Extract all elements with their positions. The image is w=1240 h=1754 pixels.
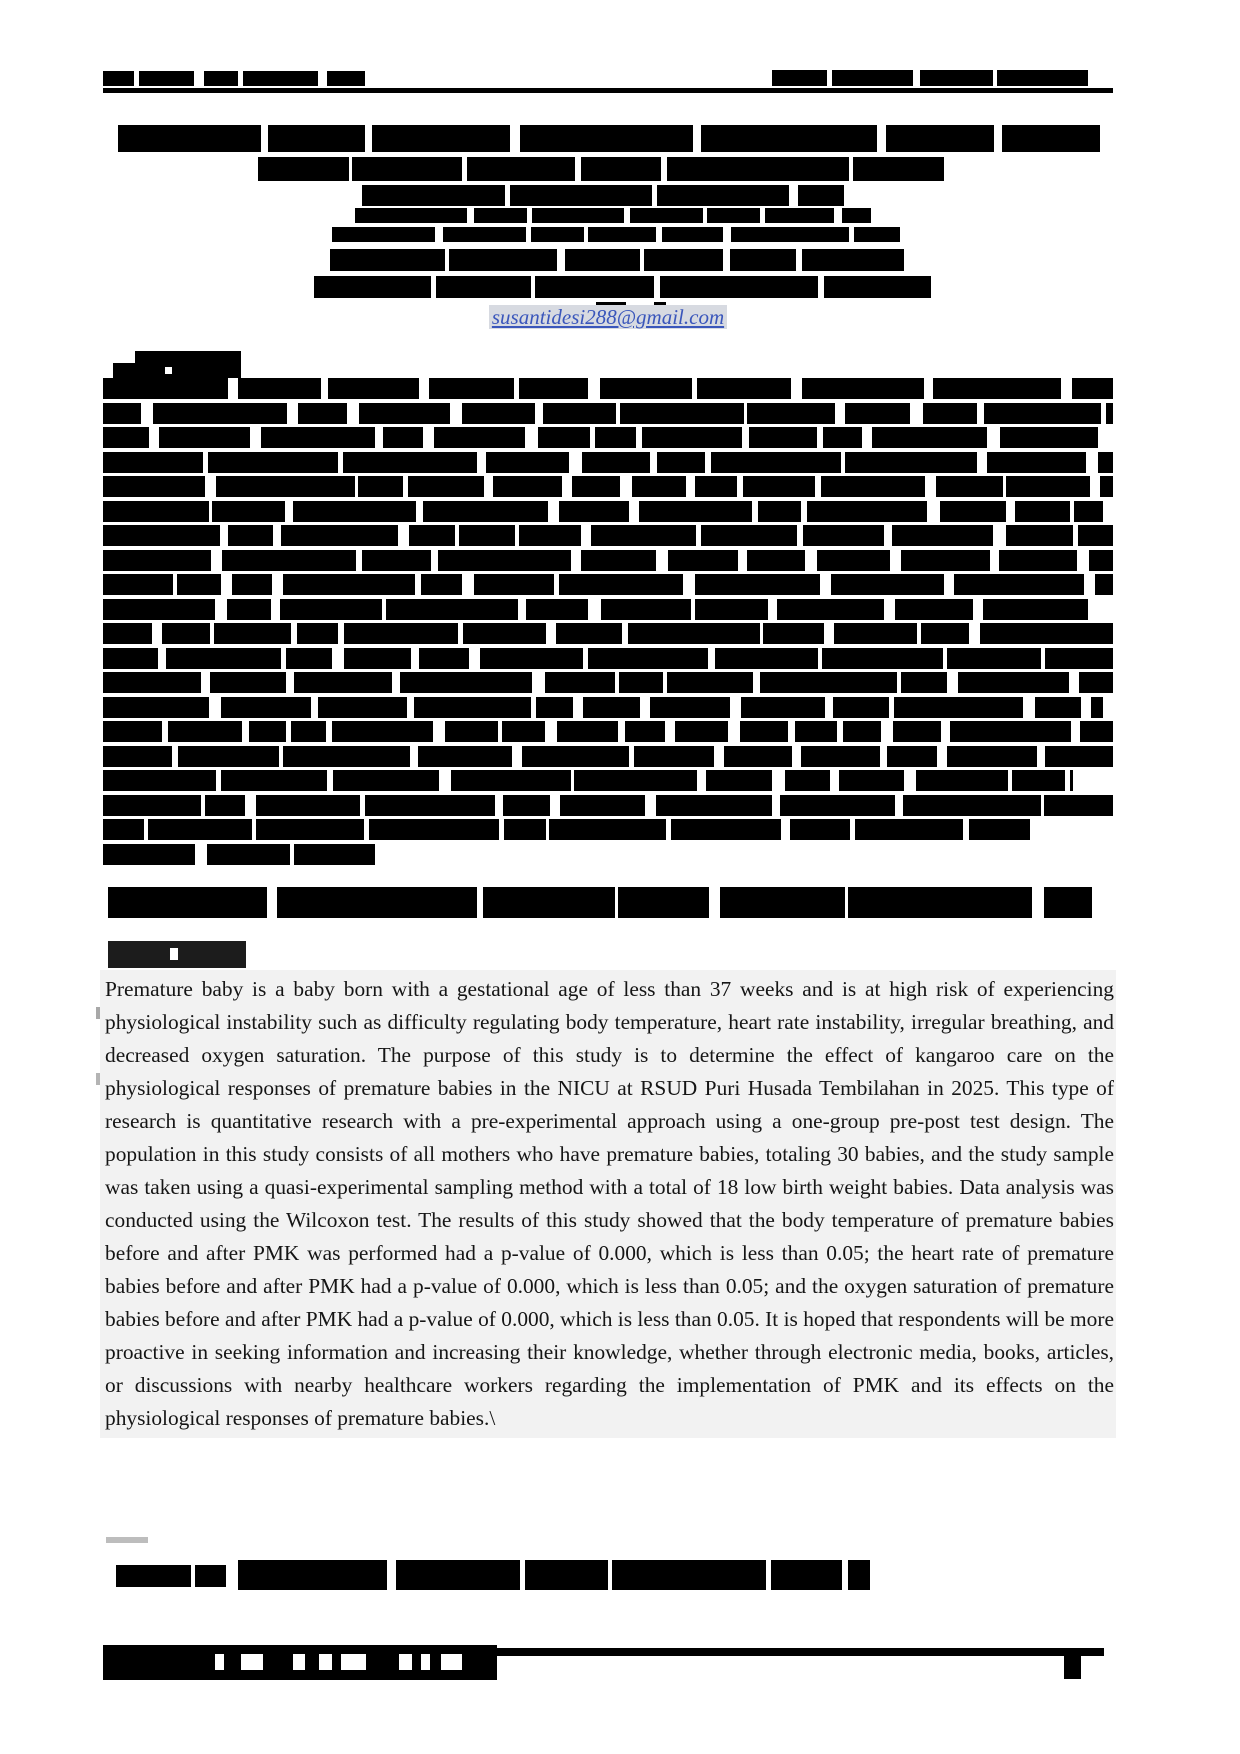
abstrak-paragraph-line-redacted [103,721,1113,742]
kata-kunci-line-redacted [108,887,1092,918]
abstrak-paragraph-line-redacted [103,378,1113,399]
abstrak-paragraph-line-redacted [103,697,1103,718]
page-number-redacted [1064,1648,1081,1679]
abstrak-paragraph-line-redacted [103,403,1113,424]
affiliation-line-1-redacted [330,249,904,271]
abstrak-paragraph-line-redacted [103,819,1043,840]
header-left-redacted [103,71,365,86]
abstrak-paragraph-line-redacted [103,427,1098,448]
abstrak-paragraph-line-redacted [103,452,1113,473]
abstrak-paragraph-line-redacted [103,844,375,865]
abstrak-paragraph-line-redacted [103,574,1113,595]
author-line-1-redacted [355,208,871,223]
abstrak-paragraph-line-redacted [103,795,1113,816]
abstrak-paragraph-line-redacted [103,501,1103,522]
abstrak-paragraph-line-redacted [103,623,1113,644]
header-right-redacted [772,70,1089,86]
correspondence-row [103,305,1113,330]
header-rule [103,88,1113,93]
keyword-value-redacted [238,1560,870,1590]
abstrak-paragraph-line-redacted [103,525,1113,546]
abstrak-heading-redacted [113,363,241,378]
abstrak-paragraph-line-redacted [103,746,1113,767]
title-line-2-redacted [258,157,944,181]
abstrak-paragraph-line-redacted [103,599,1088,620]
title-line-1-redacted [118,125,1100,152]
abstrak-paragraph-line-redacted [103,648,1113,669]
abstrak-paragraph-line-redacted [103,770,1073,791]
email-link[interactable]: susantidesi288@gmail.com [489,305,727,329]
footer-journal-bar [103,1645,497,1680]
ocr-artifact [106,1537,148,1543]
abstrak-paragraph-line-redacted [103,550,1113,571]
author-line-2-redacted [332,227,900,242]
abstract-english-text: Premature baby is a baby born with a gestational age of less than 37 weeks and is at high risk of experiencing physiological instability such as difficulty regulating body temperature, heart rate instability, irregular breathing, and decreased oxygen saturation. The purpose of this study is to determine the effect of kangaroo care on the physiological responses of premature babies in the NICU at RSUD Puri Husada Tembilahan in 2025. This type of research is quantitative research with a pre-experimental approach using a one-group pre-post test design. The population in this study consists of all mothers who have premature babies, totaling 30 babies, and the study sample was taken using a quasi-experimental sampling method with a total of 18 low birth weight babies. Data analysis was conducted using the Wilcoxon test. The results of this study showed that the body temperature of premature babies before and after PMK was performed had a p-value of 0.000, which is less than 0.05; the heart rate of premature babies before and after PMK had a p-value of 0.000, which is less than 0.05; and the oxygen saturation of premature babies before and after PMK had a p-value of 0.000, which is less than 0.05. It is hoped that respondents will be more proactive in seeking information and increasing their knowledge, whether through electronic media, books, articles, or discussions with nearby healthcare workers regarding the implementation of PMK and its effects on the physiological responses of premature babies.\ [100,970,1116,1438]
abstrak-paragraph-line-redacted [103,672,1113,693]
affiliation-line-2-redacted [314,276,931,298]
abstract-heading-redacted [108,941,246,968]
footer-rule [497,1648,1104,1656]
title-line-3-redacted [362,185,844,206]
keyword-label-redacted [116,1565,226,1587]
abstrak-paragraph-line-redacted [103,476,1113,497]
